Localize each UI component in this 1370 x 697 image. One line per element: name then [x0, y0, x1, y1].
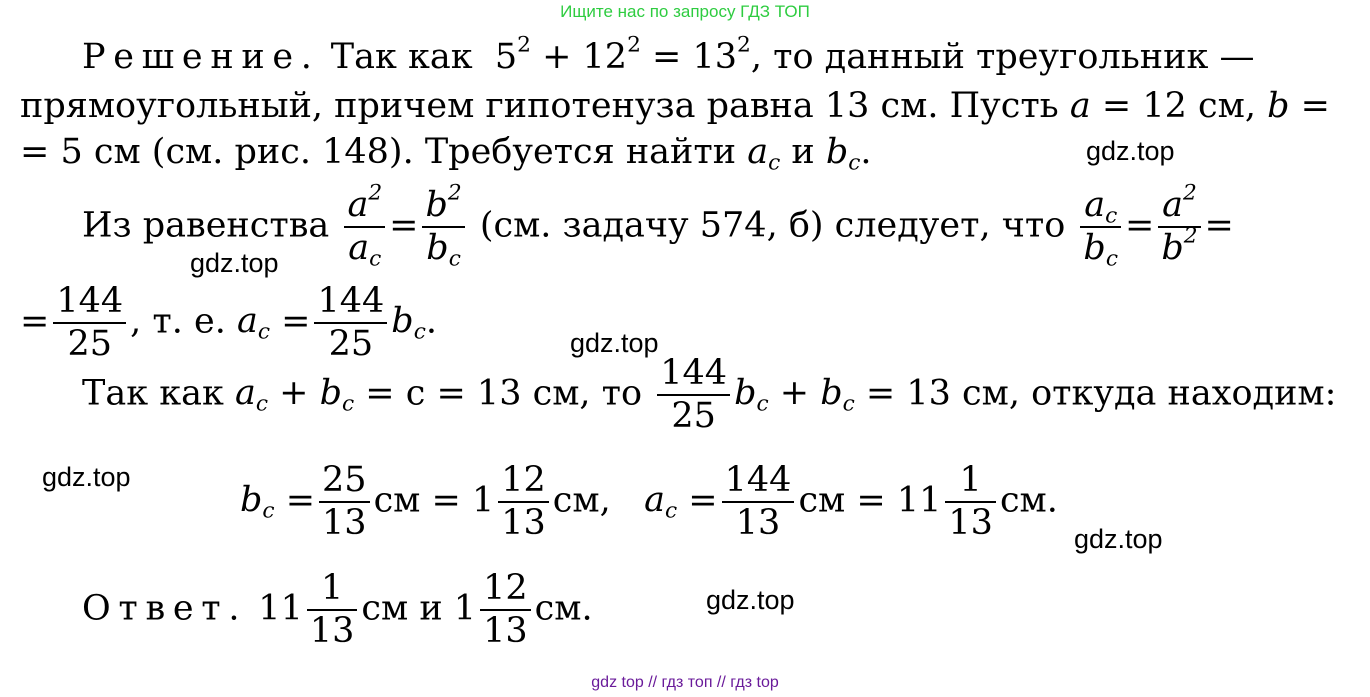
- b-eq: =: [1300, 86, 1330, 126]
- top-banner: Ищите нас по запросу ГДЗ ТОП: [560, 2, 810, 21]
- fraction-144-25-b: $\frac{144}{25}$: [314, 283, 387, 363]
- answer-word: Ответ.: [82, 588, 248, 629]
- answer-fraction-1-13: $\frac{1}{13}$: [307, 570, 358, 650]
- fraction-b2-bc: $\frac{b^2}{b_c}$: [422, 187, 464, 267]
- results-formula: $b_c$ = $\frac{25}{13}$ см = 1 $\frac{12}{13}$ см, $a_c$ = $\frac{144}{13}$ см = 11 $\frac{1}{13}$ см.: [240, 460, 1058, 543]
- watermark: gdz.top: [190, 248, 279, 278]
- fraction-a2-b2: $\frac{a^2}{b^2}$: [1158, 187, 1200, 267]
- hypotenuse-text: прямоугольный, причем гипотенуза равна 13 см. Пусть: [20, 86, 1059, 126]
- var-a: a: [1069, 86, 1091, 126]
- var-b: b: [1267, 86, 1290, 126]
- bc-result-symbol: $b_c$: [240, 480, 275, 524]
- from-equality-text: Из равенства: [82, 205, 330, 246]
- cm-sep: см,: [552, 480, 611, 521]
- watermark: gdz.top: [1074, 524, 1163, 554]
- reference-text: (см. задачу 574, б) следует, что: [479, 205, 1066, 246]
- bc-symbol: $b_c$: [825, 132, 861, 176]
- ie-text: , т. е.: [130, 301, 226, 342]
- fraction-a2-ac: $\frac{a^2}{a_c}$: [344, 187, 385, 267]
- answer-line: Ответ. 11 $\frac{1}{13}$ см и 1 $\frac{12}{13}$ см.: [82, 568, 593, 651]
- para1-line1: [82, 32, 1255, 77]
- solution-word: Решение.: [82, 37, 320, 77]
- footer-links: gdz top // гдз топ // гдз top: [591, 674, 779, 691]
- so-as-text: Так как: [330, 37, 473, 77]
- watermark: gdz.top: [706, 585, 795, 615]
- para1-line3: = 5 см (см. рис. 148). Требуется найти $a_c$ и $b_c$.: [20, 132, 872, 176]
- cm-1: см: [373, 480, 421, 521]
- watermark: gdz.top: [42, 462, 131, 492]
- watermark: gdz.top: [1086, 136, 1175, 166]
- fraction-25-13: $\frac{25}{13}$: [319, 462, 370, 542]
- bc-plus-bc: $b_c + b_c$: [734, 373, 855, 417]
- fraction-1-13: $\frac{1}{13}$: [945, 462, 996, 542]
- since-text: Так как: [82, 373, 224, 414]
- and-text: и: [791, 132, 815, 172]
- bc-symbol-2: $b_c$: [391, 301, 426, 345]
- then-text: , то данный треугольник —: [750, 37, 1255, 77]
- sum-equals-text: = c = 13 см, то: [365, 373, 643, 414]
- para3-line1: [82, 355, 1336, 435]
- cm-end-text: см.: [534, 588, 593, 629]
- find-text: = 5 см (см. рис. 148). Требуется найти: [20, 132, 737, 172]
- ac-result-symbol: $a_c$: [644, 480, 678, 524]
- cm-2: см: [798, 480, 846, 521]
- answer-fraction-12-13: $\frac{12}{13}$: [480, 570, 531, 650]
- cm-and-text: см и: [361, 588, 443, 629]
- ac-symbol-2: $a_c$: [236, 301, 271, 345]
- fraction-144-13: $\frac{144}{13}$: [722, 462, 795, 542]
- pythagoras-equation: $5^2 + 12^2 = 13^2$: [483, 32, 751, 77]
- find-rest-text: = 13 см, откуда находим:: [865, 373, 1337, 414]
- fraction-ac-bc: $\frac{a_c}{b_c}$: [1080, 187, 1121, 267]
- fraction-144-25: $\frac{144}{25}$: [53, 283, 126, 363]
- a-value: = 12 см,: [1101, 86, 1256, 126]
- para1-line2: [20, 86, 1330, 126]
- fraction-12-13: $\frac{12}{13}$: [498, 462, 549, 542]
- ac-symbol: $a_c$: [747, 132, 781, 176]
- fraction-144-25-c: $\frac{144}{25}$: [657, 355, 730, 435]
- sum-expression: $a_c + b_c$: [234, 373, 355, 417]
- para2-line1: Из равенства $\frac{a^2}{a_c}$ = $\frac{b^2}{b_c}$ (см. задачу 574, б) следует, что $\frac{a_c}{b_c}$ = $\frac{a^2}{b^2}$ =: [82, 180, 1234, 272]
- watermark: gdz.top: [570, 328, 659, 358]
- para2-line2: = $\frac{144}{25}$ , т. е. $a_c$ = $\frac{144}{25}$ $b_c$.: [20, 281, 437, 364]
